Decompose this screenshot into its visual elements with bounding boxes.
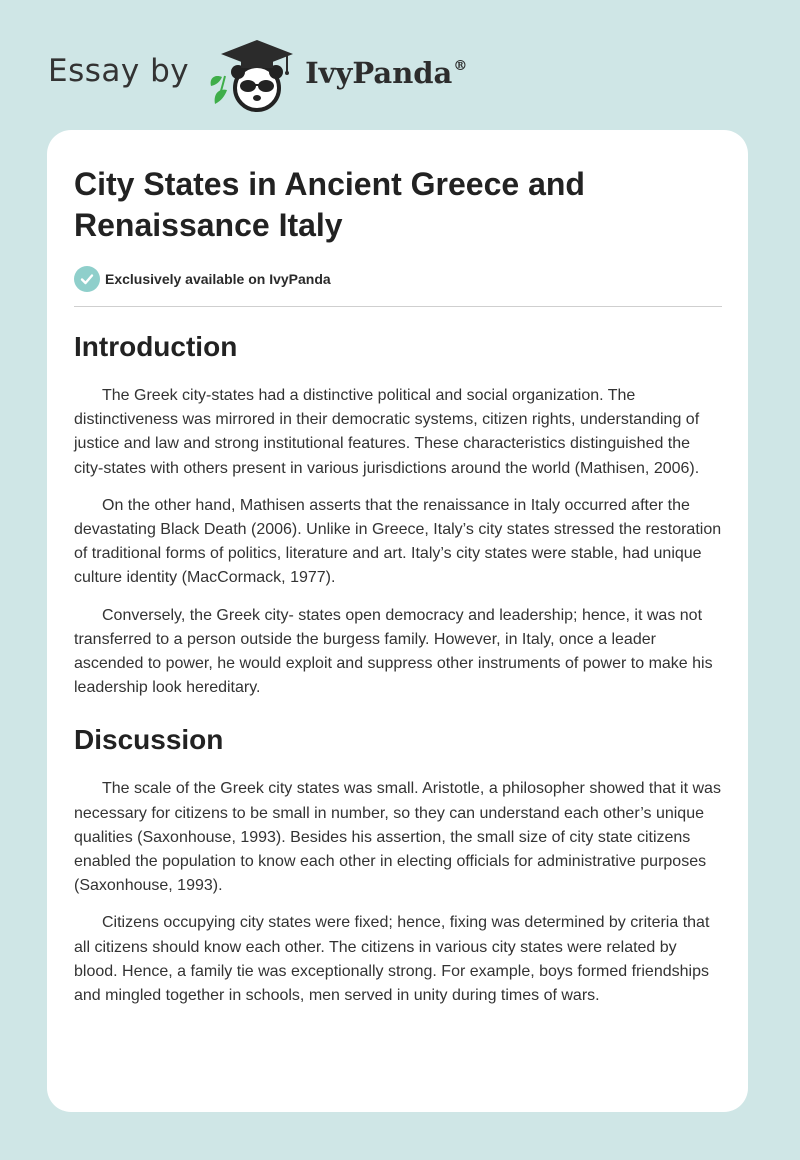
check-circle-icon bbox=[74, 266, 100, 292]
paragraph: Citizens occupying city states were fixed; hence, fixing was determined by criteria that all citizens should know each other. The citizens in various city states were related by blood. Hence, a family tie was exceptionally strong. For example, boys formed friendships and mingled together in schools, men served in unity during times of wars. bbox=[74, 914, 710, 1005]
section-heading-introduction: Introduction bbox=[74, 331, 238, 362]
essay-by-label: Essay by bbox=[48, 53, 190, 89]
article-title: City States in Ancient Greece and Renaissance Italy bbox=[74, 166, 585, 243]
section-discussion bbox=[74, 777, 722, 1008]
exclusive-badge-label: Exclusively available on IvyPanda bbox=[105, 271, 331, 287]
divider bbox=[74, 306, 722, 307]
registered-mark: ® bbox=[453, 58, 468, 74]
exclusive-badge bbox=[74, 265, 722, 293]
site-header bbox=[48, 34, 467, 114]
article-card bbox=[47, 130, 748, 1112]
paragraph: The scale of the Greek city states was small. Aristotle, a philosopher showed that it was necessary for citizens to be small in number, so they can understand each other’s unique qualities (Saxonhouse, 1993). Besides his assertion, the small size of city state citizens enabled the population to know each other in electing officials for administrative purposes (Saxonhouse, 1993). bbox=[74, 780, 721, 895]
section-introduction bbox=[74, 384, 722, 700]
paragraph: Conversely, the Greek city- states open democracy and leadership; hence, it was not transferred to a person outside the burgess family. However, in Italy, once a leader ascended to power, he would exploit and suppress other instruments of power to make his leadership look hereditary. bbox=[74, 606, 713, 697]
paragraph: The Greek city-states had a distinctive political and social organization. The distinctiveness was mirrored in their democratic systems, citizen rights, understanding of justice and law and strong institutional features. These characteristics distinguished the city-states with others present in various jurisdictions around the world (Mathisen, 2006). bbox=[74, 387, 700, 477]
paragraph: On the other hand, Mathisen asserts that the renaissance in Italy occurred after the devastating Black Death (2006). Unlike in Greece, Italy’s city states stressed the restoration of traditional forms of politics, literature and art. Italy’s city states were stable, had unique culture identity (MacCormack, 1977). bbox=[74, 496, 722, 587]
brand-name[interactable]: IvyPanda® bbox=[305, 56, 468, 90]
ivypanda-logo-icon[interactable] bbox=[205, 34, 301, 114]
section-heading-discussion: Discussion bbox=[74, 724, 224, 756]
